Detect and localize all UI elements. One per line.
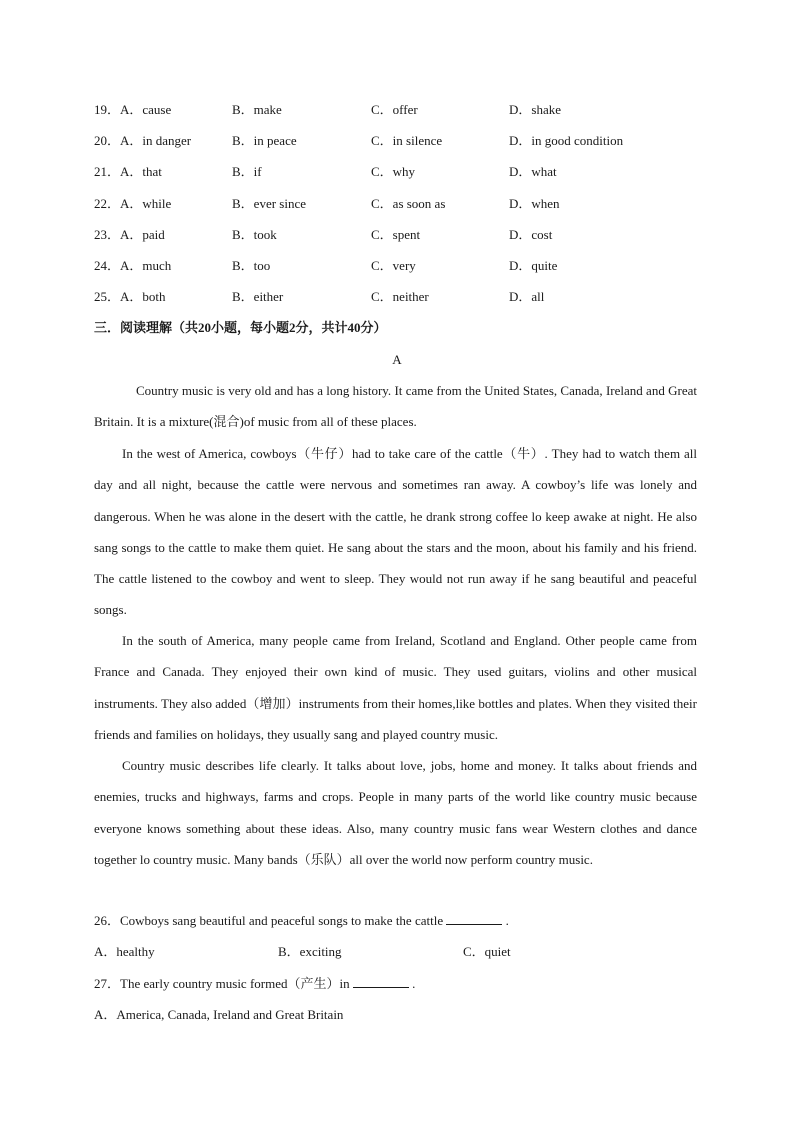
option-c: C．offer: [371, 102, 418, 117]
option-d: D．quite: [509, 258, 558, 273]
option-b: B．too: [232, 258, 271, 273]
q26-option-a: A．healthy: [94, 944, 155, 959]
passage-paragraph-3: [94, 625, 697, 750]
option-d: D．when: [509, 196, 560, 211]
option-c: C．in silence: [371, 133, 443, 148]
question-number: 21．: [94, 164, 121, 179]
option-b: B．if: [232, 164, 262, 179]
question-26-stem: [94, 912, 509, 930]
option-a: A．cause: [120, 102, 172, 117]
question-27-stem: [94, 975, 415, 993]
answer-blank: [446, 912, 502, 925]
option-d: D．cost: [509, 227, 553, 242]
paragraph-text: In the south of America, many people came from Ireland, Scotland and England. Other people came from France and Canada. They enjoyed their own kind of music. They used guitars, violins and other musical instruments. They also added（增加）instruments from their homes,like bottles and plates. When they visited their friends and families on holidays, they usually sang and played country music.: [94, 633, 697, 742]
q27-option-a: A．America, Canada, Ireland and Great Britain: [94, 1007, 344, 1022]
passage-label: A: [392, 352, 402, 367]
option-b: B．in peace: [232, 133, 297, 148]
q26-option-b: B．exciting: [278, 944, 342, 959]
option-c: C．spent: [371, 227, 421, 242]
option-c: C．why: [371, 164, 416, 179]
paragraph-text: Country music is very old and has a long history. It came from the United States, Canada, Ireland and Great Britain. It is a mixture(混合)of music from all of these places.: [94, 383, 697, 430]
option-d: D．what: [509, 164, 557, 179]
passage-paragraph-1: [94, 375, 697, 438]
option-b: B．either: [232, 289, 284, 304]
question-end: .: [412, 976, 416, 991]
option-c: C．very: [371, 258, 416, 273]
answer-blank: [353, 975, 409, 988]
question-number: 23．: [94, 227, 121, 242]
option-b: B．took: [232, 227, 277, 242]
option-c: C．neither: [371, 289, 429, 304]
q26-option-c: C．quiet: [463, 944, 511, 959]
option-a: A．while: [120, 196, 172, 211]
option-d: D．in good condition: [509, 133, 624, 148]
question-number: 22．: [94, 196, 121, 211]
question-number: 20．: [94, 133, 121, 148]
passage-paragraph-4: [94, 750, 697, 875]
paragraph-text: Country music describes life clearly. It talks about love, jobs, home and money. It talks about friends and enemies, trucks and highways, farms and crops. People in many parts of the world like country music because everyone knows something about these ideas. Also, many country music fans wear Western clothes and dance together lo country music. Many bands（乐队）all over the world now perform country music.: [94, 758, 697, 867]
passage-paragraph-2: [94, 438, 697, 626]
option-c: C．as soon as: [371, 196, 446, 211]
option-a: A．much: [120, 258, 172, 273]
question-text: 26．Cowboys sang beautiful and peaceful songs to make the cattle: [94, 913, 444, 928]
question-number: 24．: [94, 258, 121, 273]
question-number: 25．: [94, 289, 121, 304]
paragraph-text: In the west of America, cowboys（牛仔）had to take care of the cattle（牛）. They had to watch them all day and all night, because the cattle were nervous and sometimes ran away. A cowboy’s life was lonely and dangerous. When he was alone in the desert with the cattle, he drank strong coffee lo keep awake at night. He also sang songs to the cattle to make them quiet. He sang about the stars and the moon, about his family and his friend. The cattle listened to the cowboy and went to sleep. They would not run away if he sang beautiful and peaceful songs.: [94, 446, 697, 618]
option-b: B．make: [232, 102, 282, 117]
option-b: B．ever since: [232, 196, 307, 211]
option-a: A．that: [120, 164, 162, 179]
option-d: D．all: [509, 289, 545, 304]
option-d: D．shake: [509, 102, 561, 117]
question-number: 19．: [94, 102, 121, 117]
option-a: A．paid: [120, 227, 165, 242]
question-text: 27．The early country music formed（产生）in: [94, 976, 350, 991]
question-end: .: [505, 913, 509, 928]
option-a: A．both: [120, 289, 166, 304]
section-heading: 三．阅读理解（共20小题，每小题2分，共计40分）: [94, 320, 387, 335]
option-a: A．in danger: [120, 133, 192, 148]
